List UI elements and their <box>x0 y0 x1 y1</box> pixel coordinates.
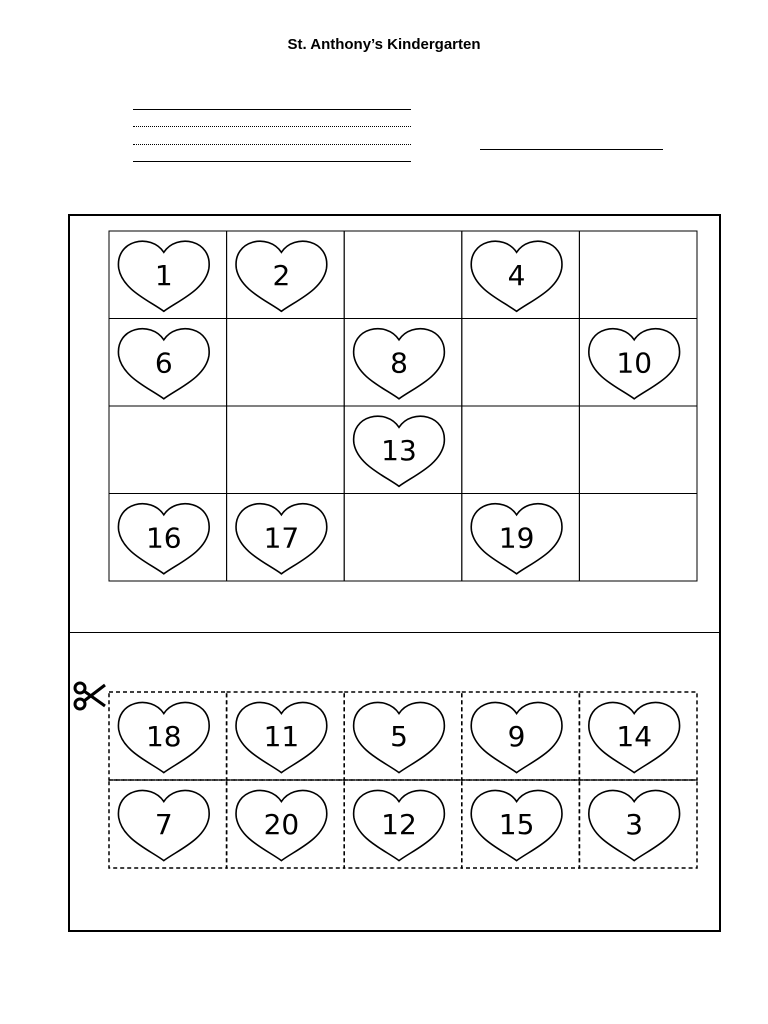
grid-number: 4 <box>507 258 526 292</box>
cutout-number: 3 <box>625 808 644 841</box>
grid-cell <box>109 406 227 494</box>
grid-cell <box>227 319 345 407</box>
hundred-chart-grid <box>109 231 697 581</box>
grid-number: 13 <box>381 433 417 467</box>
page-title: St. Anthony’s Kindergarten <box>287 36 481 53</box>
grid-cell <box>344 494 462 582</box>
grid-cell <box>227 406 345 494</box>
cutout-number: 11 <box>263 720 300 753</box>
grid-number: 16 <box>145 521 182 555</box>
cutout-grid <box>109 692 697 868</box>
grid-cell <box>462 319 580 407</box>
cutout-number: 18 <box>145 720 182 753</box>
grid-cell <box>462 406 580 494</box>
cutout-number: 12 <box>381 808 417 841</box>
scissors-icon <box>72 679 108 713</box>
grid-number: 1 <box>154 258 173 292</box>
cutout-number: 7 <box>154 808 173 841</box>
grid-cell <box>579 406 697 494</box>
cutout-number: 14 <box>616 720 653 753</box>
grid-number: 10 <box>616 346 653 380</box>
grid-number: 2 <box>272 258 291 292</box>
grid-cell <box>579 231 697 319</box>
grid-number: 6 <box>154 346 173 380</box>
grid-number: 8 <box>390 346 408 380</box>
cutout-number: 9 <box>507 720 526 753</box>
grid-number: 17 <box>263 521 300 555</box>
cutout-number: 20 <box>263 808 300 841</box>
cutout-number: 5 <box>390 720 408 753</box>
cutout-number: 15 <box>498 808 535 841</box>
grid-cell <box>344 231 462 319</box>
grid-cell <box>579 494 697 582</box>
grid-number: 19 <box>498 521 535 555</box>
